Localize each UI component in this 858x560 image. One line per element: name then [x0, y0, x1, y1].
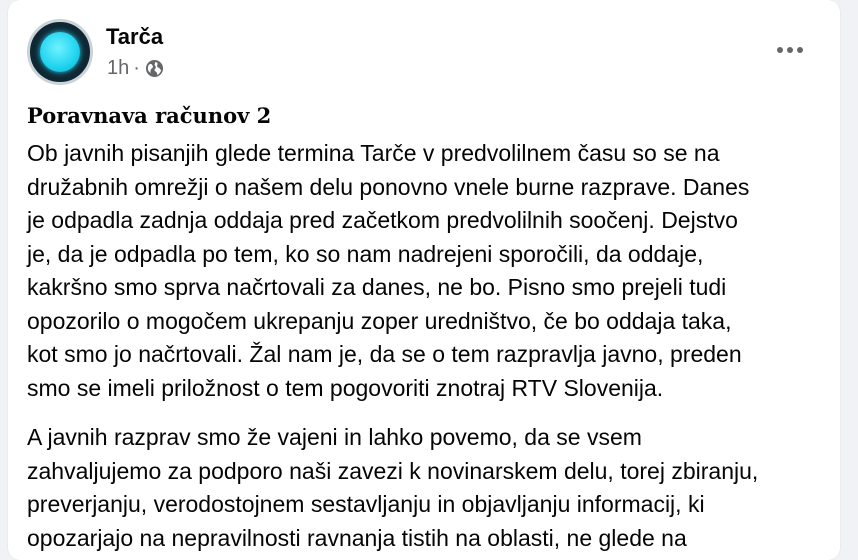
post-timestamp[interactable]: 1h	[107, 57, 130, 79]
meta-separator: ·	[133, 57, 140, 79]
paragraph-gap	[27, 405, 827, 421]
post-line: kot smo jo načrtovali. Žal nam je, da se o tem razpravlja javno, preden	[27, 341, 742, 367]
globe-icon[interactable]	[145, 59, 164, 78]
more-dot-icon	[777, 47, 783, 53]
avatar-logo-icon	[40, 32, 80, 72]
post-line: smo se imeli priložnost o tem pogovoriti znotraj RTV Slovenija.	[27, 374, 664, 401]
post-line: preverjanju, verodostojnem sestavljanju in objavljanju informacij, ki	[27, 491, 705, 517]
post-meta	[107, 57, 164, 80]
post-line: opozarjajo na nepravilnosti ravnanja tistih na oblasti, ne glede na	[27, 524, 687, 551]
more-dot-icon	[797, 47, 803, 53]
post-line: zahvaljujemo za podporo naši zavezi k novinarskem delu, torej zbiranju,	[27, 457, 759, 484]
post-line: opozorilo o mogočem ukrepanju zoper uredništvo, če bo oddaja taka,	[27, 307, 732, 334]
post-body	[27, 137, 827, 555]
post-line: kakršno smo sprva načrtovali za danes, ne bo. Pisno smo prejeli tudi	[27, 274, 727, 300]
post-line: družabnih omrežji o našem delu ponovno vnele burne razprave. Danes	[27, 173, 750, 200]
post-line: Ob javnih pisanjih glede termina Tarče v predvolilnem času so se na	[27, 140, 720, 166]
page-name-link[interactable]: Tarča	[106, 24, 164, 49]
post-card	[8, 0, 840, 560]
more-options-button[interactable]	[772, 35, 808, 65]
post-line: A javnih razprav smo že vajeni in lahko povemo, da se vsem	[27, 424, 642, 450]
post-line: je, da je odpadla po tem, ko so nam nadrejeni sporočili, da oddaje,	[27, 240, 704, 267]
post-title: Poravnava računov 2	[27, 103, 272, 128]
page-avatar[interactable]	[27, 19, 93, 85]
more-dot-icon	[787, 47, 793, 53]
post-line: je odpadla zadnja oddaja pred začetkom predvolilnih soočenj. Dejstvo	[27, 207, 738, 233]
